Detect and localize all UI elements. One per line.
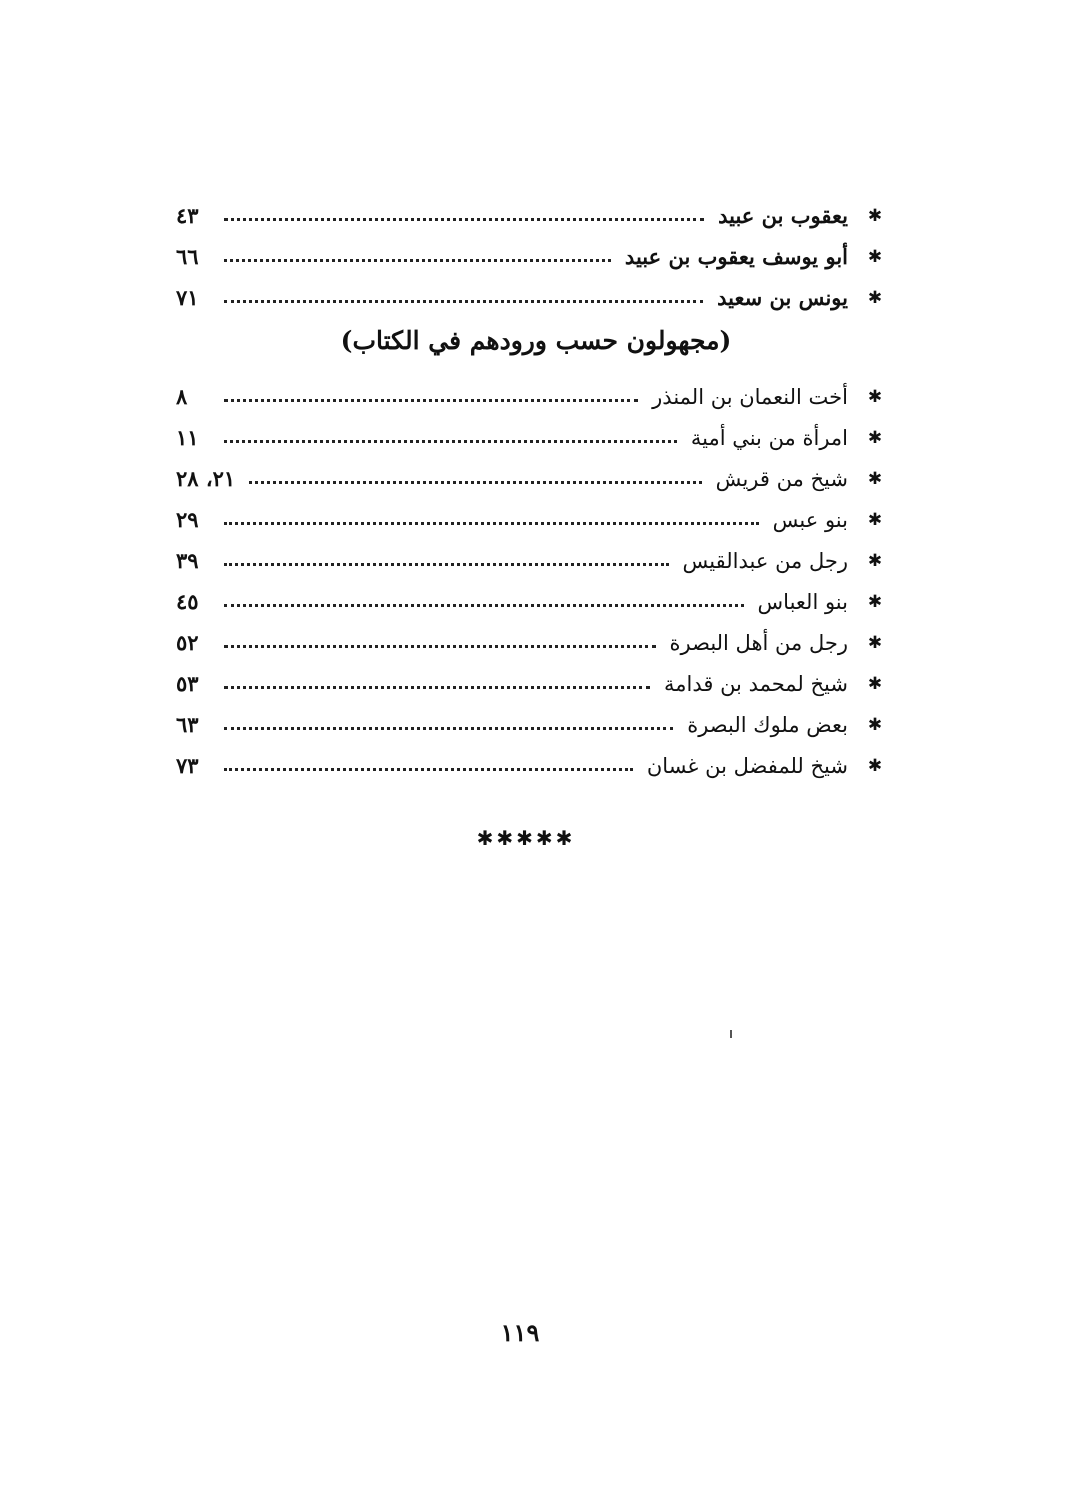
- entry-name: أبو يوسف يعقوب بن عبيد: [624, 244, 848, 269]
- asterisk-bullet-icon: ✱: [867, 246, 883, 267]
- entry-page-number: ٧١: [176, 285, 199, 310]
- section-heading: (مجهولون حسب ورودهم في الكتاب): [340, 326, 732, 355]
- index-entry: [176, 376, 888, 417]
- asterisk-bullet-icon: ✱: [867, 714, 883, 735]
- index-entry: [176, 195, 888, 236]
- named-entries-list: [176, 195, 888, 318]
- page-number: ١١٩: [500, 1318, 540, 1347]
- asterisk-bullet-icon: ✱: [867, 673, 883, 694]
- asterisk-bullet-icon: ✱: [867, 287, 883, 308]
- entry-name: شيخ من قريش: [715, 466, 848, 491]
- entry-name: رجل من أهل البصرة: [669, 630, 848, 655]
- asterisk-bullet-icon: ✱: [867, 386, 883, 407]
- asterisk-bullet-icon: ✱: [867, 205, 883, 226]
- entry-page-number: ٢١، ٢٨: [176, 466, 236, 491]
- dot-leader: [224, 727, 673, 730]
- asterisk-bullet-icon: ✱: [867, 755, 883, 776]
- asterisk-bullet-icon: ✱: [867, 550, 883, 571]
- dot-leader: [224, 218, 704, 221]
- index-entry: [176, 277, 888, 318]
- entry-page-number: ٣٩: [176, 548, 199, 573]
- dot-leader: [224, 604, 744, 607]
- asterisk-bullet-icon: ✱: [867, 468, 883, 489]
- entry-name: بنو عبس: [772, 507, 848, 532]
- asterisk-bullet-icon: ✱: [867, 427, 883, 448]
- index-entry: [176, 540, 888, 581]
- entry-name: شيخ لمحمد بن قدامة: [663, 671, 848, 696]
- entry-page-number: ٢٩: [176, 507, 199, 532]
- entry-page-number: ٦٣: [176, 712, 199, 737]
- entry-name: رجل من عبدالقيس: [682, 548, 848, 573]
- entry-page-number: ١١: [176, 425, 199, 450]
- dot-leader: [224, 440, 677, 443]
- dot-leader: [224, 768, 633, 771]
- entry-page-number: ٦٦: [176, 244, 199, 269]
- entry-page-number: ٤٣: [176, 203, 199, 228]
- asterisk-bullet-icon: ✱: [867, 632, 883, 653]
- entry-name: يعقوب بن عبيد: [718, 203, 848, 228]
- entry-name: بعض ملوك البصرة: [687, 712, 848, 737]
- index-entry: [176, 622, 888, 663]
- index-entry: [176, 499, 888, 540]
- index-entry: [176, 581, 888, 622]
- dot-leader: [224, 259, 611, 262]
- dot-leader: [224, 399, 638, 402]
- entry-page-number: ٤٥: [176, 589, 199, 614]
- index-entry: [176, 745, 888, 786]
- asterisk-bullet-icon: ✱: [867, 591, 883, 612]
- index-entry: [176, 417, 888, 458]
- entry-page-number: ٨: [176, 384, 188, 409]
- entry-name: أخت النعمان بن المنذر: [652, 384, 848, 409]
- dot-leader: [224, 686, 650, 689]
- entry-page-number: ٥٣: [176, 671, 199, 696]
- entry-name: بنو العباس: [757, 589, 848, 614]
- dot-leader: [249, 481, 701, 484]
- dot-leader: [224, 645, 656, 648]
- index-entry: [176, 663, 888, 704]
- dot-leader: [224, 522, 759, 525]
- asterisk-bullet-icon: ✱: [867, 509, 883, 530]
- entry-page-number: ٧٣: [176, 753, 199, 778]
- entry-name: شيخ للمفضل بن غسان: [646, 753, 848, 778]
- dot-leader: [224, 563, 669, 566]
- entry-page-number: ٥٢: [176, 630, 199, 655]
- entry-name: يونس بن سعيد: [717, 285, 848, 310]
- dot-leader: [224, 300, 703, 303]
- unknown-entries-list: [176, 376, 888, 786]
- scan-speck: [730, 1030, 732, 1038]
- index-entry: [176, 704, 888, 745]
- entry-name: امرأة من بني أمية: [690, 425, 848, 450]
- end-of-section-asterisks: ✱✱✱✱✱: [476, 826, 576, 850]
- index-entry: [176, 458, 888, 499]
- index-entry: [176, 236, 888, 277]
